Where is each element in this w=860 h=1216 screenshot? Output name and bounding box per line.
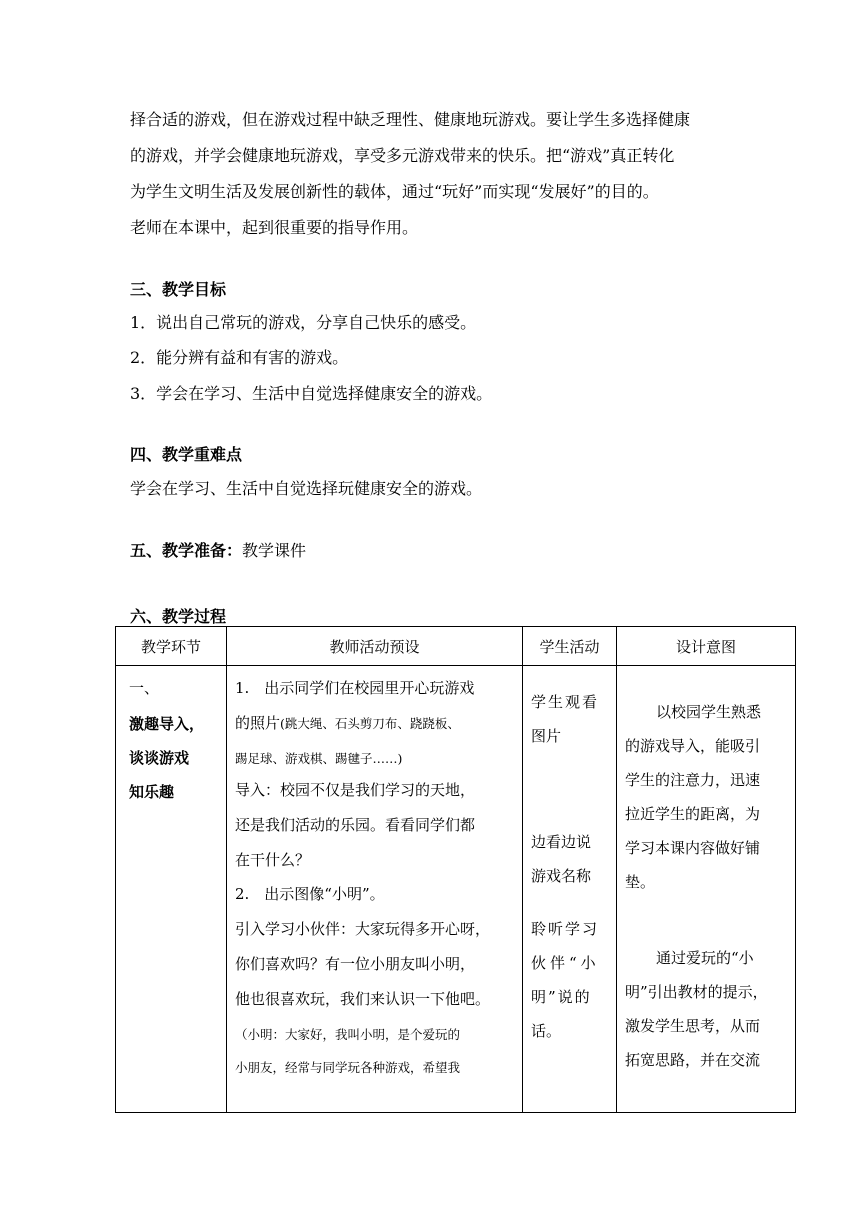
intent-text: 垫。 (625, 873, 656, 891)
teacher-text: 1. 出示同学们在校园里开心玩游戏 (235, 679, 475, 697)
intro-line: 为学生文明生活及发展创新性的载体，通过“玩好”而实现“发展好”的目的。 (130, 182, 659, 201)
objective-item: 3．学会在学习、生活中自觉选择健康安全的游戏。 (130, 384, 493, 403)
intro-line: 老师在本课中，起到很重要的指导作用。 (130, 218, 419, 237)
header-cell: 教学环节 (116, 627, 227, 666)
header-cell: 学生活动 (523, 627, 617, 666)
student-text: 学生观看 (531, 693, 600, 711)
teacher-text: 你们喜欢吗？有一位小朋友叫小明， (235, 955, 476, 973)
intent-text: 拓宽思路，并在交流 (625, 1051, 761, 1069)
objective-item: 2．能分辨有益和有害的游戏。 (130, 348, 349, 367)
teacher-text: 还是我们活动的乐园。看看同学们都 (235, 816, 476, 834)
teacher-text: 小朋友，经常与同学玩各种游戏，希望我 (235, 1060, 461, 1075)
intent-text: 激发学生思考，从而 (625, 1017, 761, 1035)
section-heading-process: 六、教学过程 (130, 607, 227, 626)
student-text: 图片 (531, 727, 562, 745)
teacher-text: 他也很喜欢玩，我们来认识一下他吧。 (235, 990, 491, 1008)
teacher-text: （小明：大家好，我叫小明，是个爱玩的 (235, 1027, 461, 1042)
teacher-text (235, 712, 521, 733)
teacher-text: 导入：校园不仅是我们学习的天地， (235, 781, 476, 799)
intent-text: 以校园学生熟悉 (656, 703, 762, 721)
stage-text: 谈谈游戏 (129, 749, 190, 767)
intent-text: 通过爱玩的“小 (656, 949, 754, 967)
intent-text: 明”引出教材的提示， (625, 983, 768, 1001)
student-text: 话。 (531, 1022, 562, 1040)
stage-text: 激趣导入， (129, 715, 205, 733)
student-text: 明”说的 (531, 988, 592, 1006)
design-intent-cell (617, 666, 796, 1113)
intro-line: 择合适的游戏，但在游戏过程中缺乏理性、健康地玩游戏。要让学生多选择健康 (130, 110, 691, 129)
student-activity-cell (523, 666, 617, 1113)
intent-text: 学习本课内容做好铺 (625, 839, 761, 857)
student-text: 边看边说 (531, 833, 592, 851)
teacher-text: 在干什么？ (235, 851, 311, 869)
student-text: 游戏名称 (531, 867, 592, 885)
teaching-process-table (115, 626, 796, 1113)
teacher-text: 引入学习小伙伴：大家玩得多开心呀， (235, 920, 491, 938)
section-heading-preparation (130, 538, 306, 561)
intent-text: 的游戏导入，能吸引 (625, 737, 761, 755)
table-header-row (116, 627, 796, 666)
table-row (116, 666, 796, 1113)
stage-cell (116, 666, 227, 1113)
teacher-text: 踢足球、游戏棋、踢毽子……) (235, 751, 403, 766)
section-heading-objectives: 三、教学目标 (130, 280, 227, 299)
intro-line: 的游戏，并学会健康地玩游戏，享受多元游戏带来的快乐。把“游戏”真正转化 (130, 146, 675, 165)
student-text: 聆听学习 (531, 920, 600, 938)
key-points-text: 学会在学习、生活中自觉选择玩健康安全的游戏。 (130, 479, 483, 498)
intent-text: 拉近学生的距离，为 (625, 805, 761, 823)
teacher-text-part: (跳大绳、石头剪刀布、跷跷板、 (280, 716, 460, 731)
intent-text: 学生的注意力，迅速 (625, 771, 761, 789)
objective-item: 1．说出自己常玩的游戏，分享自己快乐的感受。 (130, 313, 477, 332)
teacher-activity-cell (227, 666, 523, 1113)
preparation-label: 五、教学准备： (130, 541, 243, 560)
preparation-text: 教学课件 (242, 541, 307, 560)
stage-text: 一、 (129, 679, 160, 697)
header-cell: 教师活动预设 (227, 627, 523, 666)
section-heading-key-points: 四、教学重难点 (130, 445, 243, 464)
teacher-text: 2. 出示图像“小明”。 (235, 885, 385, 903)
stage-text: 知乐趣 (129, 783, 175, 801)
student-text: 伙伴“小 (531, 954, 600, 972)
header-cell: 设计意图 (617, 627, 796, 666)
teacher-text-part: 的照片 (235, 714, 281, 732)
